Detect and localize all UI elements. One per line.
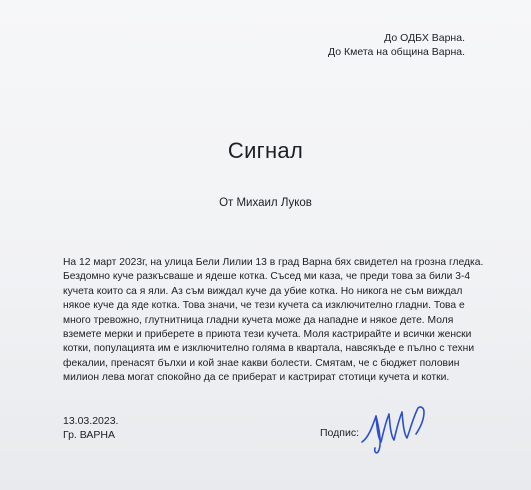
letter-date: 13.03.2023. <box>63 415 119 427</box>
document-title: Сигнал <box>227 138 304 163</box>
letter-body <box>63 256 484 386</box>
letter-city: Гр. ВАРНА <box>63 429 116 441</box>
date-place-block <box>63 414 118 442</box>
body-line: много тревожно, глутнитница гладни кучета може да нападне и някое дете. Моля <box>63 314 454 326</box>
recipient-line-mayor: До Кмета на община Варна. <box>328 46 465 58</box>
signature-label: Подпис: <box>320 427 360 439</box>
body-line: кучета които са я яли. Аз съм виждал куче да убие котка. Но никога не съм виждал <box>63 285 463 297</box>
body-line: фекалии, пренасят бълхи и кой знае какви болести. Смятам, че с бюджет половин <box>63 357 460 369</box>
recipients-block <box>328 31 465 59</box>
body-line: милион лева могат спокойно да се приберат и кастрират стотици кучета и котки. <box>63 372 450 384</box>
body-line: някое куче да яде котка. Това значи, че тези кучета са изключително гладни. Това е <box>63 300 465 312</box>
body-line: вземете мерки и приберете в приюта тези кучета. Моля кастрирайте и всички женски <box>63 329 472 341</box>
body-line: На 12 март 2023г, на улица Бели Лилии 13 в град Варна бях свидетел на грозна гледка. <box>63 257 484 268</box>
author-line: От Михаил Луков <box>219 197 312 209</box>
body-line: Бездомно куче разкъсваше и ядеше котка. Съсед ми каза, че преди това за били 3-4 <box>63 271 471 283</box>
handwritten-signature <box>358 398 440 456</box>
body-line: котки, популацията им е изключително голяма в квартала, навсякъде е пълно с техни <box>63 343 475 355</box>
signature-stroke <box>362 407 424 453</box>
recipient-line-odbh: До ОДБХ Варна. <box>384 32 465 44</box>
